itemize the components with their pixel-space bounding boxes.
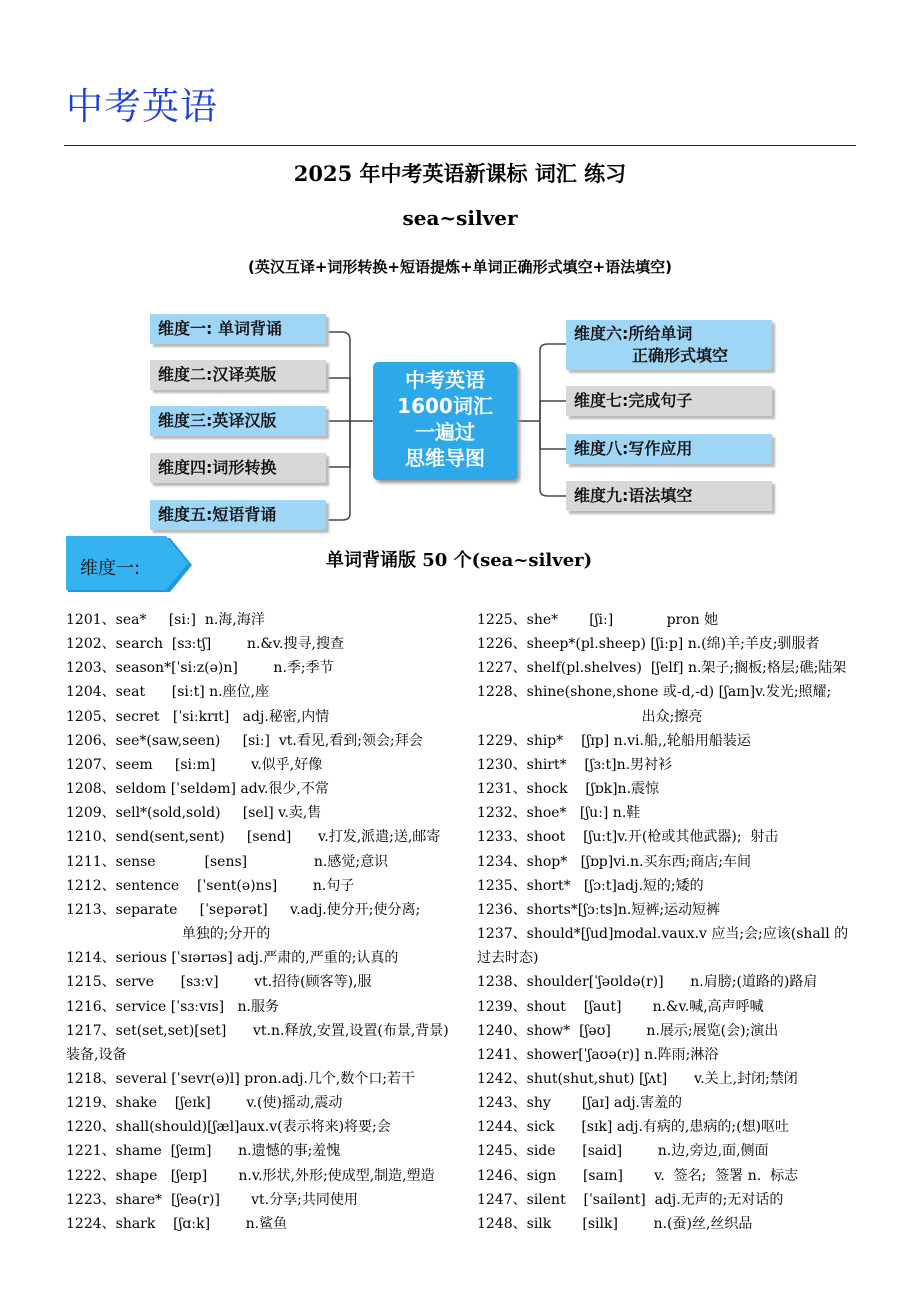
- word-entry: 1219、shake [ʃeɪk] v.(使)摇动,震动: [66, 1095, 343, 1112]
- word-entry: 1247、silent [ˈsailənt] adj.无声的;无对话的: [477, 1191, 784, 1208]
- center-line: 思维导图: [405, 446, 485, 470]
- section-heading: 单词背诵版 50 个(sea~silver): [326, 550, 593, 571]
- dimension-6-line-2: 正确形式填空: [632, 346, 729, 365]
- word-entry: 1227、shelf(pl.shelves) [ʃelf] n.架子;搁板;格层;礁;陆架: [477, 660, 847, 677]
- mindmap-dimension-9: 维度九:语法填空: [566, 481, 772, 511]
- word-entry: 1203、season*[ˈsiːz(ə)n] n.季;季节: [66, 660, 334, 677]
- word-entry: 1226、sheep*(pl.sheep) [ʃiːp] n.(绵)羊;羊皮;驯服者: [477, 636, 820, 653]
- word-entry: 1233、shoot [ʃuːt]v.开(枪或其他武器); 射击: [477, 829, 779, 846]
- word-entry: 1235、short* [ʃɔːt]adj.短的;矮的: [477, 877, 704, 894]
- word-entry: 1230、shirt* [ʃɜːt]n.男衬衫: [477, 756, 673, 773]
- word-entry: 1210、send(sent,sent) [send] v.打发,派遣;送,邮寄: [66, 829, 441, 846]
- word-entry: 1201、sea* [siː] n.海,海洋: [66, 612, 265, 628]
- mindmap-dimension-8: 维度八:写作应用: [566, 434, 772, 464]
- page-title: 2025 年中考英语新课标 词汇 练习: [293, 161, 627, 186]
- word-entry: 1207、seem [siːm] v.似乎,好像: [66, 756, 323, 773]
- section-tag: [66, 536, 194, 594]
- word-entry: 1236、shorts*[ʃɔːts]n.短裤;运动短裤: [477, 901, 721, 918]
- word-entry: 1205、secret [ˈsiːkrɪt] adj.秘密,内情: [66, 708, 330, 725]
- word-entry: 1213、separate [ˈsepərət] v.adj.使分开;使分离; 单独的;分开的: [66, 901, 421, 943]
- brand-logo-text: 中考英语: [66, 85, 218, 128]
- mindmap-dimension-1: 维度一: 单词背诵: [150, 314, 326, 344]
- word-entry: 1212、sentence [ˈsent(ə)ns] n.句子: [66, 877, 355, 894]
- word-entry: 1245、side [said] n.边,旁边,面,侧面: [477, 1143, 769, 1160]
- word-range: sea~silver: [402, 206, 518, 230]
- mindmap-dimension-3: 维度三:英译汉版: [150, 406, 326, 436]
- word-entry: 1246、sign [saɪn] v. 签名; 签署 n. 标志: [477, 1167, 799, 1184]
- dimension-6-line-1: 维度六:所给单词: [574, 324, 693, 343]
- word-entry: 1222、shape [ʃeɪp] n.v.形状,外形;使成型,制造,塑造: [66, 1167, 435, 1184]
- word-entry: 1218、several [ˈsevr(ə)l] pron.adj.几个,数个口;若干: [66, 1070, 416, 1087]
- mindmap-dimension-5: 维度五:短语背诵: [150, 500, 326, 530]
- word-entry: 1211、sense [sens] n.感觉;意识: [66, 853, 389, 870]
- word-entry: 1209、sell*(sold,sold) [sel] v.卖,售: [66, 805, 322, 822]
- word-entry: 1232、shoe* [ʃuː] n.鞋: [477, 805, 641, 822]
- word-entry: 1228、shine(shone,shone 或-d,-d) [ʃaɪn]v.发光;照耀; 出众;擦亮: [477, 684, 832, 725]
- word-entry: 1216、service [ˈsɜːvɪs] n.服务: [66, 998, 279, 1015]
- word-entry: 1238、shoulder[ˈʃəʊldə(r)] n.肩膀;(道路的)路肩: [477, 974, 818, 991]
- word-entry: 1229、ship* [ʃɪp] n.vi.船,,轮船用船装运: [477, 732, 751, 749]
- word-entry: 1220、shall(should)[ʃæl]aux.v(表示将来)将要;会: [66, 1119, 391, 1136]
- word-entry: 1248、silk [silk] n.(蚕)丝,丝织品: [477, 1215, 753, 1232]
- section-tag-label: 维度一:: [80, 558, 141, 579]
- word-entry: 1234、shop* [ʃɒp]vi.n.买东西;商店;车间: [477, 853, 751, 870]
- word-entry: 1204、seat [siːt] n.座位,座: [66, 684, 270, 701]
- mindmap-dimension-7: 维度七:完成句子: [566, 386, 772, 416]
- center-line: 1600词汇: [397, 394, 493, 418]
- word-list-right: [477, 608, 869, 1236]
- word-entry: 1243、shy [ʃaɪ] adj.害羞的: [477, 1095, 682, 1112]
- word-entry: 1231、shock [ʃɒk]n.震惊: [477, 781, 660, 798]
- word-entry: 1221、shame [ʃeɪm] n.遗憾的事;羞愧: [66, 1143, 341, 1160]
- word-entry: 1240、show* [ʃəʊ] n.展示;展览(会);演出: [477, 1022, 779, 1039]
- word-list-left: [66, 608, 476, 1236]
- mindmap-dimension-4: 维度四:词形转换: [150, 453, 326, 483]
- mindmap-dimension-2: 维度二:汉译英版: [150, 360, 326, 390]
- word-entry: 1206、see*(saw,seen) [siː] vt.看见,看到;领会;拜会: [66, 732, 423, 749]
- word-entry: 1241、shower[ˈʃaʊə(r)] n.阵雨;淋浴: [477, 1046, 719, 1063]
- word-entry: 1237、should*[ʃud]modal.vaux.v 应当;会;应该(shall 的 过去时态): [477, 926, 849, 967]
- word-entry: 1239、shout [ʃaut] n.&v.喊,高声呼喊: [477, 998, 764, 1015]
- word-entry: 1224、shark [ʃɑːk] n.鲨鱼: [66, 1215, 288, 1232]
- center-line: 中考英语: [405, 368, 485, 392]
- word-entry: 1208、seldom [ˈseldəm] adv.很少,不常: [66, 781, 329, 798]
- word-entry: 1242、shut(shut,shut) [ʃʌt] v.关上,封闭;禁闭: [477, 1070, 798, 1087]
- center-line: 一遍过: [415, 420, 475, 444]
- word-entry: 1244、sick [sɪk] adj.有病的,患病的;(想)呕吐: [477, 1119, 790, 1136]
- word-entry: 1217、set(set,set)[set] vt.n.释放,安置,设置(布景,背景) 装备,设备: [66, 1022, 449, 1063]
- word-entry: 1223、share* [ʃeə(r)] vt.分享;共同使用: [66, 1191, 358, 1208]
- word-entry: 1214、serious [ˈsɪərɪəs] adj.严肃的,严重的;认真的: [66, 950, 399, 967]
- mindmap-dimension-6: [566, 320, 772, 370]
- mindmap-center-node: [373, 362, 517, 480]
- word-entry: 1225、she* [ʃiː] pron 她: [477, 612, 719, 628]
- word-entry: 1202、search [sɜːtʃ] n.&v.搜寻,搜查: [66, 636, 344, 653]
- exercise-types-note: (英汉互译+词形转换+短语提炼+单词正确形式填空+语法填空): [248, 258, 672, 276]
- word-entry: 1215、serve [sɜːv] vt.招待(顾客等),服: [66, 974, 372, 991]
